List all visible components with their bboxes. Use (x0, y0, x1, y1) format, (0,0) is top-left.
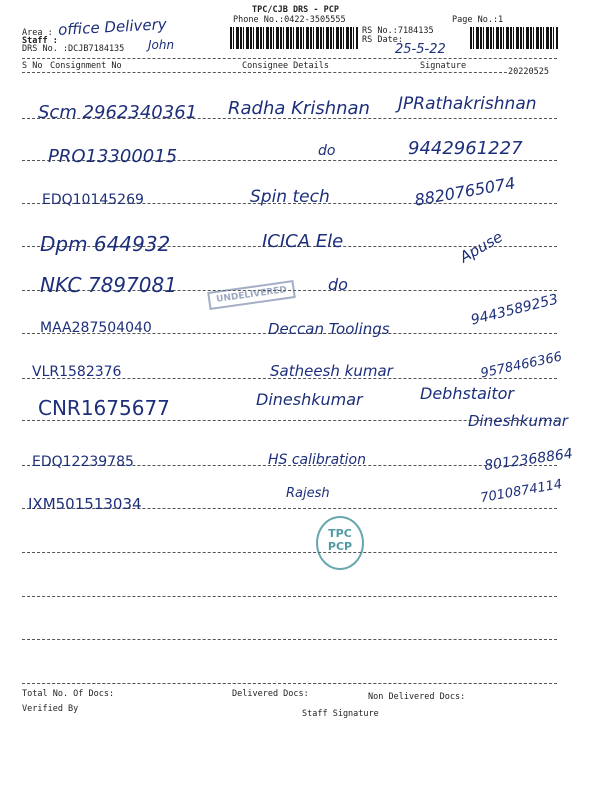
column-signature: Signature (420, 61, 467, 71)
row-5-consignee: do (328, 275, 348, 294)
row-1-consignment: Scm 2962340361 (38, 102, 198, 123)
row-8-signature: Dineshkumar (468, 412, 568, 430)
delivered-docs-label: Delivered Docs: (232, 689, 309, 699)
row-4-consignment: Dpm 644932 (40, 232, 171, 256)
row-9-consignee: HS calibration (268, 452, 366, 468)
row-5-consignment: NKC 7897081 (40, 273, 177, 297)
row-2-signature: 9442961227 (408, 138, 523, 159)
total-docs-label: Total No. Of Docs: (22, 689, 115, 699)
round-stamp-line-2: PCP (327, 540, 353, 553)
row-rule (22, 639, 557, 640)
date-stamp-text: 20220525 (508, 67, 549, 77)
row-1-consignee: Radha Krishnan (228, 98, 370, 119)
row-9-consignment: EDQ12239785 (32, 454, 134, 470)
row-rule (22, 552, 557, 553)
phone-number: Phone No.:0422-3505555 (233, 15, 346, 25)
row-4-signature: Apuse (456, 227, 506, 267)
barcode-right (470, 27, 558, 49)
row-10-consignment: IXM501513034 (28, 495, 142, 513)
verified-by-label: Verified By (22, 704, 79, 714)
row-4-consignee: ICICA Ele (262, 231, 344, 252)
row-6-signature: 9443589253 (469, 291, 560, 329)
round-stamp (316, 516, 364, 570)
row-10-consignee: Rajesh (286, 486, 330, 501)
handwritten-staff: John (148, 38, 175, 52)
drs-number-label: DRS No. : (22, 44, 69, 54)
header-top-rule (22, 58, 557, 59)
staff-signature-label: Staff Signature (302, 709, 379, 719)
non-delivered-docs-label: Non Delivered Docs: (368, 692, 466, 702)
row-2-consignee: do (318, 143, 336, 159)
extra-handwriting: Debhstaitor (420, 384, 514, 403)
handwritten-rs-date: 25-5-22 (395, 42, 446, 57)
row-3-consignee: Spin tech (250, 187, 330, 207)
drs-number-value: DCJB7184135 (68, 44, 125, 54)
document-title: TPC/CJB DRS - PCP (252, 5, 339, 15)
footer-rule (22, 683, 557, 684)
row-6-consignee: Deccan Toolings (268, 320, 390, 338)
barcode-left (230, 27, 358, 49)
area-label: Area : (22, 28, 53, 38)
row-6-consignment: MAA287504040 (40, 320, 152, 336)
column-consignment: Consignment No (50, 61, 122, 71)
row-1-signature: JPRathakrishnan (398, 94, 537, 114)
row-7-consignment: VLR1582376 (32, 364, 122, 380)
row-7-signature: 9578466366 (479, 349, 564, 382)
row-2-consignment: PRO13300015 (48, 146, 178, 167)
row-8-consignment: CNR1675677 (38, 396, 170, 420)
handwritten-area: office Delivery (57, 15, 168, 39)
row-9-signature: 8012368864 (483, 445, 574, 475)
rs-date-label: RS Date: (362, 35, 403, 45)
row-3-consignment: EDQ10145269 (42, 192, 144, 208)
column-consignee: Consignee Details (242, 61, 329, 71)
row-7-consignee: Satheesh kumar (270, 362, 393, 380)
row-3-signature: 8820765074 (413, 173, 517, 210)
row-8-consignee: Dineshkumar (256, 390, 363, 409)
undelivered-stamp: UNDELIVERED (207, 280, 296, 310)
row-rule (22, 596, 557, 597)
round-stamp-line-1: TPC (328, 527, 352, 540)
column-s-no: S No (22, 61, 43, 71)
rs-number: RS No.:7184135 (362, 26, 434, 36)
header-bottom-rule (22, 72, 507, 73)
page-number: Page No.:1 (452, 15, 504, 25)
staff-label: Staff : (22, 36, 58, 46)
row-10-signature: 7010874114 (479, 476, 564, 507)
